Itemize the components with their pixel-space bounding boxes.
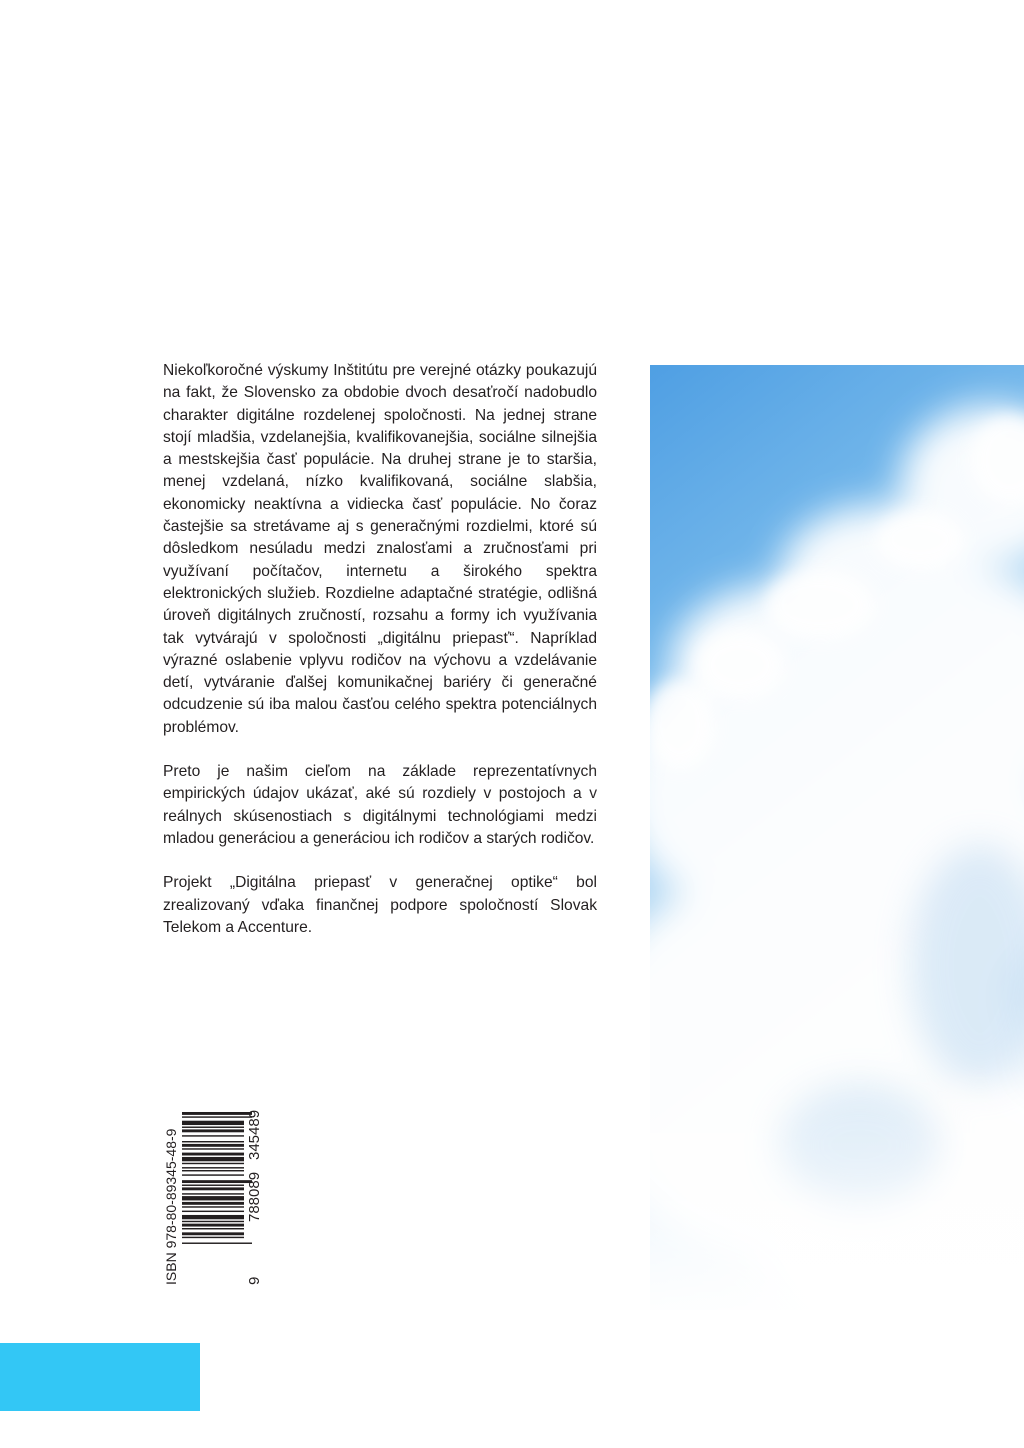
isbn-barcode	[160, 1108, 263, 1286]
isbn-label: ISBN 978-80-89345-48-9	[163, 1128, 179, 1285]
barcode-bar	[182, 1224, 244, 1227]
barcode-bar	[182, 1221, 244, 1222]
barcode-bar	[182, 1185, 244, 1186]
paragraph-sponsors: Projekt „Digitálna priepasť v generačnej optike“ bol zrealizovaný vďaka finančnej podpore spoločností Slovak Telekom a Accenture.	[163, 874, 597, 936]
barcode-bar	[182, 1112, 252, 1115]
barcode-bar	[182, 1228, 244, 1229]
barcode-bar	[182, 1215, 244, 1219]
barcode-bar	[182, 1232, 244, 1235]
barcode-bar	[182, 1237, 244, 1238]
barcode-bar	[182, 1206, 244, 1207]
back-cover-text	[163, 360, 597, 961]
barcode-bar	[182, 1167, 244, 1168]
barcode-bar	[182, 1187, 244, 1190]
barcode-bar	[182, 1144, 244, 1147]
barcode-bar	[182, 1135, 244, 1136]
barcode-digit-first: 9	[246, 1276, 263, 1285]
barcode-bar	[182, 1180, 252, 1183]
barcode-bar	[182, 1121, 244, 1125]
barcode-bars	[182, 1112, 252, 1244]
barcode-bar	[182, 1148, 244, 1149]
barcode-bar	[182, 1153, 244, 1156]
barcode-bar	[182, 1129, 244, 1132]
barcode-digits-right: 345489	[246, 1109, 263, 1160]
sky-cloud-image	[650, 365, 1024, 1310]
barcode-bar	[182, 1163, 244, 1164]
paragraph-intro: Niekoľkoročné výskumy Inštitútu pre verejné otázky poukazujú na fakt, že Slovensko za obdobie dvoch desaťročí nadobudlo charakter digitálne rozdelenej spoločnosti. Na jednej strane stojí mladšia, vzdelanejšia, kvalifikovanejšia, sociálne silnejšia a mestskejšia časť populácie. Na druhej strane je to staršia, menej vzdelaná, nízko kvalifikovaná, sociálne slabšia, ekonomicky neaktívna a vidiecka časť populácie. No čoraz častejšie sa stretávame aj s generačnými rozdielmi, ktoré sú dôsledkom nesúladu medzi znalosťami a zručnosťami pri využívaní počítačov, internetu a širokého spektra elektronických služieb. Rozdielne adaptačné stratégie, odlišná úroveň digitálnych zručností, rozsahu a formy ich využívania tak vytvárajú v spoločnosti „digitálnu priepasť“. Napríklad výrazné oslabenie vplyvu rodičov na výchovu a vzdelávanie detí, vytváranie ďalšej komunikačnej bariéry či generačné odcudzenie sú iba malou časťou celého spektra potenciálnych problémov.	[163, 362, 597, 736]
barcode-bar	[182, 1174, 244, 1175]
barcode-bar	[182, 1243, 252, 1244]
barcode-bar	[182, 1116, 252, 1117]
barcode-bar	[182, 1170, 244, 1171]
accent-color-block	[0, 1343, 200, 1411]
barcode-bar	[182, 1202, 244, 1205]
barcode-bar	[182, 1211, 244, 1212]
paragraph-goal: Preto je našim cieľom na základe reprezentatívnych empirických údajov ukázať, aké sú rozdiely v postojoch a v reálnych skúsenostiach s digitálnymi technológiami medzi mladou generáciou a generáciou ich rodičov a starých rodičov.	[163, 763, 597, 847]
barcode-bar	[182, 1196, 244, 1200]
barcode-bar	[182, 1193, 244, 1194]
barcode-bar	[182, 1157, 244, 1161]
barcode-bar	[182, 1127, 244, 1128]
barcode-bar	[182, 1141, 244, 1142]
barcode-digits-left: 788089	[246, 1171, 263, 1222]
